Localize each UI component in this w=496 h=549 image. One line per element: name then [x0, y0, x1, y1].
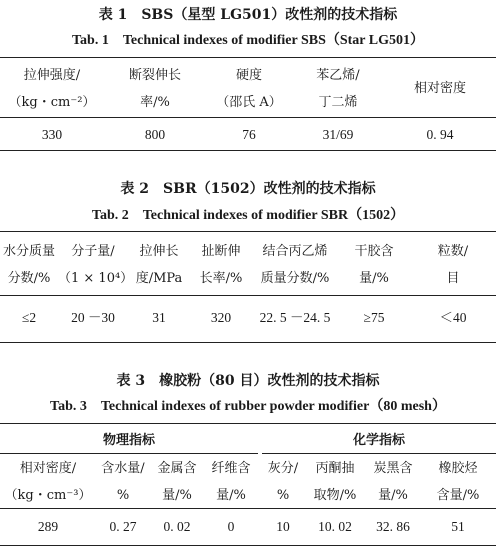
table3-value-2: 0. 02 [163, 519, 191, 534]
table1-value-2: 76 [242, 127, 256, 142]
table3-header-5-line-1: 取物/% [313, 488, 357, 503]
table1-bottom-rule [0, 150, 496, 151]
table3-header-2-line-1: 量/% [162, 488, 192, 503]
table3-header-4-line-0: 灰分/ [267, 461, 299, 476]
table2-caption-cn: 表 2 SBR（1502）改性剂的技术指标 [120, 181, 376, 197]
table3-caption-en: Tab. 3 Technical indexes of rubber powder modifier（80 mesh） [50, 399, 446, 414]
table2-value-6: ＜40 [439, 310, 467, 325]
table1-header-1-line-0: 断裂伸长 [128, 68, 181, 83]
table3-bottom-rule [0, 545, 496, 546]
table2-header-3-line-0: 扯断伸 [201, 244, 241, 259]
table1-caption-cn: 表 1 SBS（星型 LG501）改性剂的技术指标 [98, 7, 398, 23]
table3-group-physical: 物理指标 [102, 433, 155, 448]
table3-group-chemical: 化学指标 [352, 433, 405, 448]
table3-header-5-line-0: 丙酮抽 [315, 461, 355, 476]
table1-value-0: 330 [41, 127, 63, 142]
table2-header-5-line-0: 干胶含 [354, 244, 394, 259]
table3-value-5: 10. 02 [318, 519, 352, 534]
table2-header-1-line-1: （1 × 10⁴） [58, 271, 134, 286]
table3-value-6: 32. 86 [376, 519, 410, 534]
table2-value-5: ≥75 [363, 310, 385, 325]
table2-value-2: 31 [152, 310, 166, 325]
table1-header-2-line-1: （邵氏 A） [216, 95, 282, 110]
table3-header-7-line-0: 橡胶烃 [438, 461, 478, 476]
table2-header-5-line-1: 量/% [359, 271, 389, 286]
table1-top-rule [0, 57, 496, 58]
table1-value-3: 31/69 [322, 127, 354, 142]
table3-value-0: 289 [37, 519, 59, 534]
table1-header-1-line-1: 率/% [140, 95, 170, 110]
table3-value-7: 51 [451, 519, 465, 534]
table3-value-3: 0 [227, 519, 235, 534]
table2-value-0: ≤2 [21, 310, 37, 325]
table3-value-4: 10 [276, 519, 290, 534]
table1-caption-en: Tab. 1 Technical indexes of modifier SBS（Star LG501） [72, 33, 424, 48]
table3-group-physical-rule [0, 453, 258, 454]
table3-header-2-line-0: 金属含 [157, 461, 197, 476]
table2-header-0-line-1: 分数/% [7, 271, 51, 286]
table1-value-4: 0. 94 [426, 127, 454, 142]
table2-header-0-line-0: 水分质量 [2, 244, 55, 259]
table2-header-6-line-0: 粒数/ [437, 244, 469, 259]
table2-header-rule [0, 295, 496, 296]
table1-header-3-line-0: 苯乙烯/ [316, 68, 360, 83]
table3-header-1-line-1: % [116, 488, 130, 503]
table1-value-1: 800 [144, 127, 166, 142]
table3-header-0-line-1: （kg・cm⁻³） [4, 488, 92, 503]
table2-header-4-line-1: 质量分数/% [260, 271, 330, 286]
table3-header-6-line-0: 炭黑含 [373, 461, 413, 476]
table3-caption-cn: 表 3 橡胶粉（80 目）改性剂的技术指标 [116, 373, 380, 389]
table2-header-6-line-1: 目 [446, 271, 460, 286]
table3-top-rule [0, 423, 496, 424]
table3-header-rule [0, 508, 496, 509]
table2-header-1-line-0: 分子量/ [71, 244, 115, 259]
table2-top-rule [0, 231, 496, 232]
table1-header-3-line-1: 丁二烯 [318, 95, 358, 110]
table3-header-3-line-1: 量/% [216, 488, 246, 503]
table3-group-chemical-rule [262, 453, 496, 454]
table1-header-2-line-0: 硬度 [235, 68, 262, 83]
table1-header-4-line-0: 相对密度 [413, 81, 466, 96]
table1-header-rule [0, 117, 496, 118]
table3-header-1-line-0: 含水量/ [101, 461, 145, 476]
table2-header-2-line-1: 度/MPa [135, 271, 183, 286]
table2-value-4: 22. 5 －24. 5 [259, 310, 331, 325]
table2-value-1: 20 －30 [71, 310, 115, 325]
table2-header-4-line-0: 结合丙乙烯 [262, 244, 328, 259]
table1-header-0-line-0: 拉伸强度/ [23, 68, 81, 83]
table2-value-3: 320 [210, 310, 232, 325]
table2-bottom-rule [0, 342, 496, 343]
table3-header-3-line-0: 纤维含 [211, 461, 251, 476]
table2-header-2-line-0: 拉伸长 [139, 244, 179, 259]
table1-header-0-line-1: （kg・cm⁻²） [8, 95, 96, 110]
table3-header-6-line-1: 量/% [378, 488, 408, 503]
table2-header-3-line-1: 长率/% [199, 271, 243, 286]
table3-value-1: 0. 27 [109, 519, 137, 534]
table3-header-4-line-1: % [276, 488, 290, 503]
table3-header-0-line-0: 相对密度/ [19, 461, 77, 476]
table3-header-7-line-1: 含量/% [436, 488, 480, 503]
table2-caption-en: Tab. 2 Technical indexes of modifier SBR（1502） [91, 208, 405, 223]
